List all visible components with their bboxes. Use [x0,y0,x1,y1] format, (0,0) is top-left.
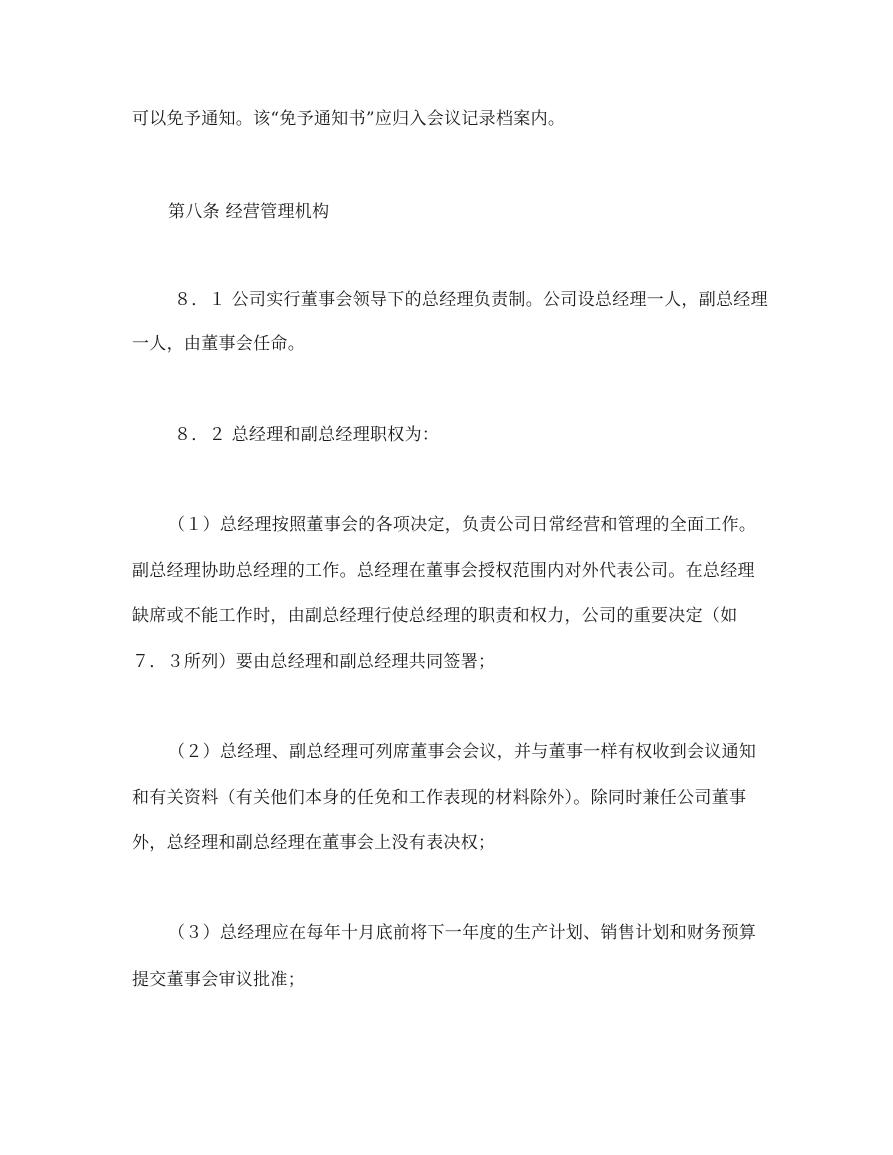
paragraph-line: 提交董事会审议批准； [132,970,305,990]
paragraph-line: （２）总经理、副总经理可列席董事会会议，并与董事一样有权收到会议通知 [168,742,757,762]
paragraph-line: ８．１ 公司实行董事会领导下的总经理负责制。公司设总经理一人，副总经理 [174,290,768,310]
paragraph-line: 可以免予通知。该“免予通知书”应归入会议记录档案内。 [132,109,566,129]
paragraph-line: （３）总经理应在每年十月底前将下一年度的生产计划、销售计划和财务预算 [168,923,757,943]
paragraph-line: （１）总经理按照董事会的各项决定，负责公司日常经营和管理的全面工作。 [168,515,757,535]
paragraph-line: 外，总经理和副总经理在董事会上没有表决权； [132,833,496,853]
paragraph-line: 缺席或不能工作时，由副总经理行使总经理的职责和权力，公司的重要决定（如 [132,606,738,626]
section-heading: 第八条 经营管理机构 [168,202,330,222]
paragraph-line: 和有关资料（有关他们本身的任免和工作表现的材料除外）。除同时兼任公司董事 [132,788,747,808]
paragraph-line: 一人，由董事会任命。 [132,334,305,354]
paragraph-line: 副总经理协助总经理的工作。总经理在董事会授权范围内对外代表公司。在总经理 [132,561,755,581]
paragraph-line: ７．３所列）要由总经理和副总经理共同签署； [132,652,496,672]
paragraph-line: ８．２ 总经理和副总经理职权为： [174,425,440,445]
